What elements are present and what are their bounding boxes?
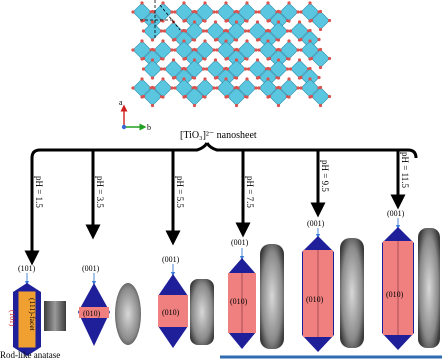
oxygen-atom xyxy=(256,20,259,23)
oxygen-atom xyxy=(170,86,173,89)
oxygen-atom xyxy=(328,19,331,22)
oxygen-atom xyxy=(289,67,292,70)
oxygen-atom xyxy=(278,86,281,89)
oxygen-atom xyxy=(226,95,229,98)
tio6-octahedron xyxy=(144,60,162,78)
oxygen-atom xyxy=(170,10,173,13)
axis-a-label: a xyxy=(119,98,123,107)
oxygen-atom xyxy=(235,20,238,23)
oxygen-atom xyxy=(131,48,134,51)
oxygen-atom xyxy=(163,67,166,70)
oxygen-atom xyxy=(215,38,218,41)
oxygen-atom xyxy=(254,48,257,51)
oxygen-atom xyxy=(254,10,257,13)
oxygen-atom xyxy=(173,48,176,51)
oxygen-atom xyxy=(226,57,229,60)
oxygen-atom xyxy=(151,104,154,107)
oxygen-atom xyxy=(182,77,185,80)
oxygen-atom xyxy=(319,10,322,13)
oxygen-atom xyxy=(235,38,238,41)
oxygen-atom xyxy=(277,20,280,23)
oxygen-atom xyxy=(266,1,269,4)
branch-connector xyxy=(32,143,416,158)
oxygen-atom xyxy=(203,95,206,98)
oxygen-atom xyxy=(182,39,185,42)
facet-label-top-2: (001) xyxy=(82,264,100,273)
oxygen-atom xyxy=(245,19,248,22)
oxygen-atom xyxy=(142,95,145,98)
oxygen-atom xyxy=(184,19,187,22)
oxygen-atom xyxy=(224,77,227,80)
oxygen-atom xyxy=(203,57,206,60)
oxygen-atom xyxy=(142,67,145,70)
oxygen-atom xyxy=(287,39,290,42)
oxygen-atom xyxy=(245,77,248,80)
oxygen-atom xyxy=(317,76,320,79)
oxygen-atom xyxy=(244,67,247,70)
oxygen-atom xyxy=(184,95,187,98)
oxygen-atom xyxy=(308,1,311,4)
oxygen-atom xyxy=(193,104,196,107)
oxygen-atom xyxy=(184,67,187,70)
oxygen-atom xyxy=(308,39,311,42)
oxygen-atom xyxy=(298,58,301,61)
oxygen-atom xyxy=(161,39,164,42)
crystal-ph-5-5 xyxy=(158,255,214,348)
oxygen-atom xyxy=(299,76,302,79)
oxygen-atom xyxy=(182,1,185,4)
oxygen-atom xyxy=(202,29,205,32)
rod-caption: Rod-like anatase xyxy=(0,350,61,360)
oxygen-atom xyxy=(286,29,289,32)
facet-label-mid-6: (010) xyxy=(386,290,404,299)
oxygen-atom xyxy=(287,19,290,22)
oxygen-atom xyxy=(142,19,145,22)
oxygen-atom xyxy=(299,48,302,51)
oxygen-atom xyxy=(215,48,218,51)
oxygen-atom xyxy=(160,29,163,32)
oxygen-atom xyxy=(308,67,311,70)
sem-image-2 xyxy=(115,283,141,345)
oxygen-atom xyxy=(161,77,164,80)
oxygen-atom xyxy=(236,48,239,51)
oxygen-atom xyxy=(140,39,143,42)
oxygen-atom xyxy=(203,39,206,42)
oxygen-atom xyxy=(224,39,227,42)
ph-label-5: pH = 9.5 xyxy=(320,160,330,192)
oxygen-atom xyxy=(278,10,281,13)
oxygen-atom xyxy=(257,10,260,13)
facet-label-top-3: (001) xyxy=(162,255,180,264)
oxygen-atom xyxy=(226,67,229,70)
oxygen-atom xyxy=(247,67,250,70)
ph-label-2: pH = 3.5 xyxy=(95,176,105,208)
oxygen-atom xyxy=(310,19,313,22)
oxygen-atom xyxy=(299,38,302,41)
oxygen-atom xyxy=(298,20,301,23)
tio3-nanosheet-structure xyxy=(131,0,331,107)
facet-label-mid-2: (010) xyxy=(83,309,101,318)
facet-label-top-5: (001) xyxy=(307,219,325,228)
oxygen-atom xyxy=(277,76,280,79)
oxygen-atom xyxy=(319,28,322,31)
sem-image-1 xyxy=(44,301,66,331)
facet-label-top-6: (001) xyxy=(387,209,405,218)
oxygen-atom xyxy=(319,48,322,51)
crystal-ph-3-5 xyxy=(78,264,141,346)
oxygen-atom xyxy=(256,58,259,61)
facet-label-side-1: (111)-facet xyxy=(28,298,37,331)
oxygen-atom xyxy=(268,19,271,22)
sem-image-6 xyxy=(418,228,440,348)
oxygen-atom xyxy=(226,19,229,22)
oxygen-atom xyxy=(172,58,175,61)
nanosheet-label: [TiO₃]²⁻ nanosheet xyxy=(180,130,257,141)
oxygen-atom xyxy=(184,29,187,32)
oxygen-atom xyxy=(254,86,257,89)
oxygen-atom xyxy=(193,20,196,23)
oxygen-atom xyxy=(152,48,155,51)
oxygen-atom xyxy=(328,57,331,60)
oxygen-atom xyxy=(151,76,154,79)
facet-label-mid-3: (010) xyxy=(162,308,180,317)
oxygen-atom xyxy=(289,29,292,32)
oxygen-atom xyxy=(328,95,331,98)
axis-indicator xyxy=(119,98,151,132)
oxygen-atom xyxy=(319,86,322,89)
oxygen-atom xyxy=(163,29,166,32)
ph-label-4: pH = 7.5 xyxy=(245,176,255,208)
oxygen-atom xyxy=(142,57,145,60)
oxygen-atom xyxy=(266,77,269,80)
crystal-ph-1-5 xyxy=(0,264,66,360)
oxygen-atom xyxy=(214,58,217,61)
oxygen-atom xyxy=(245,57,248,60)
oxygen-atom xyxy=(173,10,176,13)
oxygen-atom xyxy=(319,104,322,107)
crystal-ph-7-5 xyxy=(228,238,284,349)
oxygen-atom xyxy=(205,29,208,32)
ph-labels xyxy=(34,152,410,208)
oxygen-atom xyxy=(142,29,145,32)
oxygen-atom xyxy=(277,104,280,107)
oxygen-atom xyxy=(308,29,311,32)
oxygen-atom xyxy=(226,29,229,32)
oxygen-atom xyxy=(173,38,176,41)
oxygen-atom xyxy=(214,20,217,23)
oxygen-atom xyxy=(245,39,248,42)
oxygen-atom xyxy=(202,67,205,70)
oxygen-atom xyxy=(308,77,311,80)
oxygen-atom xyxy=(161,1,164,4)
oxygen-atom xyxy=(194,48,197,51)
ph-label-6: pH = 11.5 xyxy=(400,152,410,188)
crystal-ph-9-5 xyxy=(302,219,364,352)
oxygen-atom xyxy=(193,58,196,61)
oxygen-atom xyxy=(170,48,173,51)
oxygen-atom xyxy=(268,67,271,70)
oxygen-atom xyxy=(296,10,299,13)
oxygen-atom xyxy=(215,10,218,13)
facet-label-mid-5: (010) xyxy=(306,295,324,304)
oxygen-atom xyxy=(310,57,313,60)
oxygen-atom xyxy=(161,95,164,98)
oxygen-atom xyxy=(194,86,197,89)
oxygen-atom xyxy=(245,1,248,4)
oxygen-atom xyxy=(299,86,302,89)
oxygen-atom xyxy=(299,10,302,13)
axis-b-label: b xyxy=(147,123,151,132)
oxygen-atom xyxy=(310,95,313,98)
oxygen-atom xyxy=(205,67,208,70)
oxygen-atom xyxy=(152,86,155,89)
oxygen-atom xyxy=(235,58,238,61)
oxygen-atom xyxy=(287,77,290,80)
tio6-octahedron xyxy=(144,22,162,40)
oxygen-atom xyxy=(245,95,248,98)
oxygen-atom xyxy=(161,57,164,60)
crystal-ph-11-5 xyxy=(382,209,440,350)
oxygen-atom xyxy=(203,19,206,22)
oxygen-atom xyxy=(212,48,215,51)
oxygen-atom xyxy=(203,77,206,80)
facet-label-left-1: (101) xyxy=(8,310,17,327)
facet-label-mid-4: (010) xyxy=(230,297,248,306)
oxygen-atom xyxy=(212,86,215,89)
facet-label-top-4: (001) xyxy=(231,238,249,247)
oxygen-atom xyxy=(268,57,271,60)
oxygen-atom xyxy=(287,95,290,98)
oxygen-atom xyxy=(268,95,271,98)
sem-image-5 xyxy=(340,238,364,348)
oxygen-atom xyxy=(140,77,143,80)
oxygen-atom xyxy=(236,10,239,13)
oxygen-atom xyxy=(215,76,218,79)
oxygen-atom xyxy=(193,76,196,79)
oxygen-atom xyxy=(296,86,299,89)
sem-image-4 xyxy=(260,244,284,349)
oxygen-atom xyxy=(131,86,134,89)
oxygen-atom xyxy=(257,76,260,79)
oxygen-atom xyxy=(215,86,218,89)
oxygen-atom xyxy=(286,67,289,70)
oxygen-atom xyxy=(247,29,250,32)
oxygen-atom xyxy=(140,1,143,4)
oxygen-atom xyxy=(212,10,215,13)
oxygen-atom xyxy=(287,57,290,60)
oxygen-atom xyxy=(244,29,247,32)
oxygen-atom xyxy=(160,67,163,70)
oxygen-atom xyxy=(257,38,260,41)
oxygen-atom xyxy=(173,76,176,79)
oxygen-atom xyxy=(193,38,196,41)
oxygen-atom xyxy=(235,76,238,79)
oxygen-atom xyxy=(236,86,239,89)
oxygen-atom xyxy=(257,48,260,51)
oxygen-atom xyxy=(131,10,134,13)
oxygen-atom xyxy=(151,58,154,61)
oxygen-atom xyxy=(184,57,187,60)
oxygen-atom xyxy=(235,104,238,107)
oxygen-atom xyxy=(287,1,290,4)
oxygen-atom xyxy=(296,48,299,51)
ph-label-3: pH = 5.5 xyxy=(175,176,185,208)
ph-label-1: pH = 1.5 xyxy=(34,176,44,208)
oxygen-atom xyxy=(268,29,271,32)
oxygen-atom xyxy=(277,58,280,61)
oxygen-atom xyxy=(151,38,154,41)
sem-image-3 xyxy=(190,279,214,345)
oxygen-atom xyxy=(224,1,227,4)
oxygen-atom xyxy=(317,38,320,41)
oxygen-atom xyxy=(277,38,280,41)
oxygen-atom xyxy=(257,86,260,89)
oxygen-atom xyxy=(266,39,269,42)
oxygen-atom xyxy=(203,1,206,4)
oxygen-atom xyxy=(173,86,176,89)
facet-label-top-1: (101) xyxy=(18,264,36,273)
oxygen-atom xyxy=(319,66,322,69)
oxygen-atom xyxy=(151,20,154,23)
oxygen-atom xyxy=(278,48,281,51)
oxygen-atom xyxy=(194,10,197,13)
